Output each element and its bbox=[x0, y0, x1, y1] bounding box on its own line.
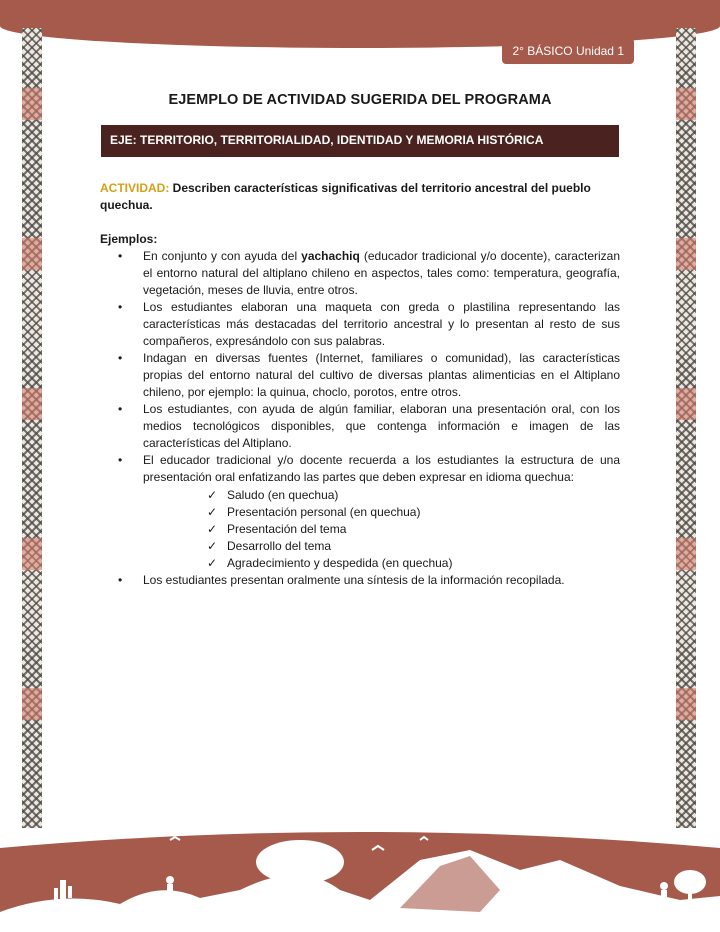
checklist-item bbox=[100, 555, 620, 572]
check-icon: ✓ bbox=[207, 522, 218, 536]
bullet-glyph: • bbox=[118, 300, 123, 314]
list-item-text: Los estudiantes, con ayuda de algún familiar, elaboran una presentación oral, con los medios tecnológicos disponibles, que contenga información e imagen de las características del Altiplano. bbox=[143, 402, 620, 450]
list-item bbox=[100, 350, 620, 401]
content bbox=[100, 180, 620, 589]
examples-label: Ejemplos: bbox=[100, 232, 158, 246]
list-item-text: En conjunto y con ayuda del bbox=[143, 249, 302, 263]
list-item-text: El educador tradicional y/o docente recuerda a los estudiantes la estructura de una presentación oral enfatizando las partes que deben expresar en idioma quechua: bbox=[143, 453, 620, 484]
list-item bbox=[100, 299, 620, 350]
bullet-glyph: • bbox=[118, 453, 123, 467]
list-item-bold: yachachiq bbox=[301, 249, 360, 263]
presentation-steps bbox=[100, 487, 620, 572]
bullet-glyph: • bbox=[118, 402, 123, 416]
checklist-text: Saludo (en quechua) bbox=[227, 488, 339, 502]
checklist-item bbox=[100, 487, 620, 504]
list-item bbox=[100, 452, 620, 486]
list-item-text: (educador tradicional y/o docente), caracterizan el entorno natural del altiplano chileno en aspectos, tales como: temperatura, geografía, vegetación, meses de lluvia, entre otros. bbox=[143, 249, 621, 297]
activity-label: ACTIVIDAD: bbox=[100, 181, 170, 195]
bullet-glyph: • bbox=[118, 573, 123, 587]
bullet-glyph: • bbox=[118, 351, 123, 365]
list-item-text: Los estudiantes presentan oralmente una síntesis de la información recopilada. bbox=[143, 573, 565, 587]
list-item-text: Los estudiantes elaboran una maqueta con greda o plastilina representando las características más destacadas del territorio ancestral y lo presentan al resto de sus compañeros, expresándolo con sus palabras. bbox=[143, 300, 620, 348]
check-icon: ✓ bbox=[207, 505, 218, 519]
checklist-text: Presentación del tema bbox=[227, 522, 347, 536]
check-icon: ✓ bbox=[207, 539, 218, 553]
checklist-item bbox=[100, 538, 620, 555]
checklist-item bbox=[100, 521, 620, 538]
list-item bbox=[100, 572, 620, 589]
list-item bbox=[100, 248, 620, 299]
right-pattern-overlay bbox=[676, 28, 696, 828]
examples-list-continued bbox=[100, 572, 620, 589]
check-icon: ✓ bbox=[207, 488, 218, 502]
checklist-item bbox=[100, 504, 620, 521]
eje-bar: EJE: TERRITORIO, TERRITORIALIDAD, IDENTIDAD Y MEMORIA HISTÓRICA bbox=[101, 125, 619, 157]
list-item bbox=[100, 401, 620, 452]
bullet-glyph: • bbox=[118, 249, 123, 263]
landscape-illustration bbox=[0, 820, 720, 932]
check-icon: ✓ bbox=[207, 556, 218, 570]
checklist-text: Agradecimiento y despedida (en quechua) bbox=[227, 556, 453, 570]
activity-text: Describen características significativas del territorio ancestral del pueblo quechua. bbox=[100, 181, 591, 212]
activity-line bbox=[100, 180, 620, 214]
unit-badge: 2° BÁSICO Unidad 1 bbox=[502, 38, 634, 64]
checklist-text: Presentación personal (en quechua) bbox=[227, 505, 421, 519]
list-item-text: Indagan en diversas fuentes (Internet, familiares o comunidad), las características propias del entorno natural del cultivo de diversas plantas alimenticias en el Altiplano chileno, por ejemplo: la quinua, choclo, porotos, entre otros. bbox=[143, 351, 620, 399]
examples-list bbox=[100, 248, 620, 486]
left-pattern-overlay bbox=[22, 28, 42, 828]
checklist-text: Desarrollo del tema bbox=[227, 539, 332, 553]
page-title: EJEMPLO DE ACTIVIDAD SUGERIDA DEL PROGRAMA bbox=[168, 92, 552, 108]
